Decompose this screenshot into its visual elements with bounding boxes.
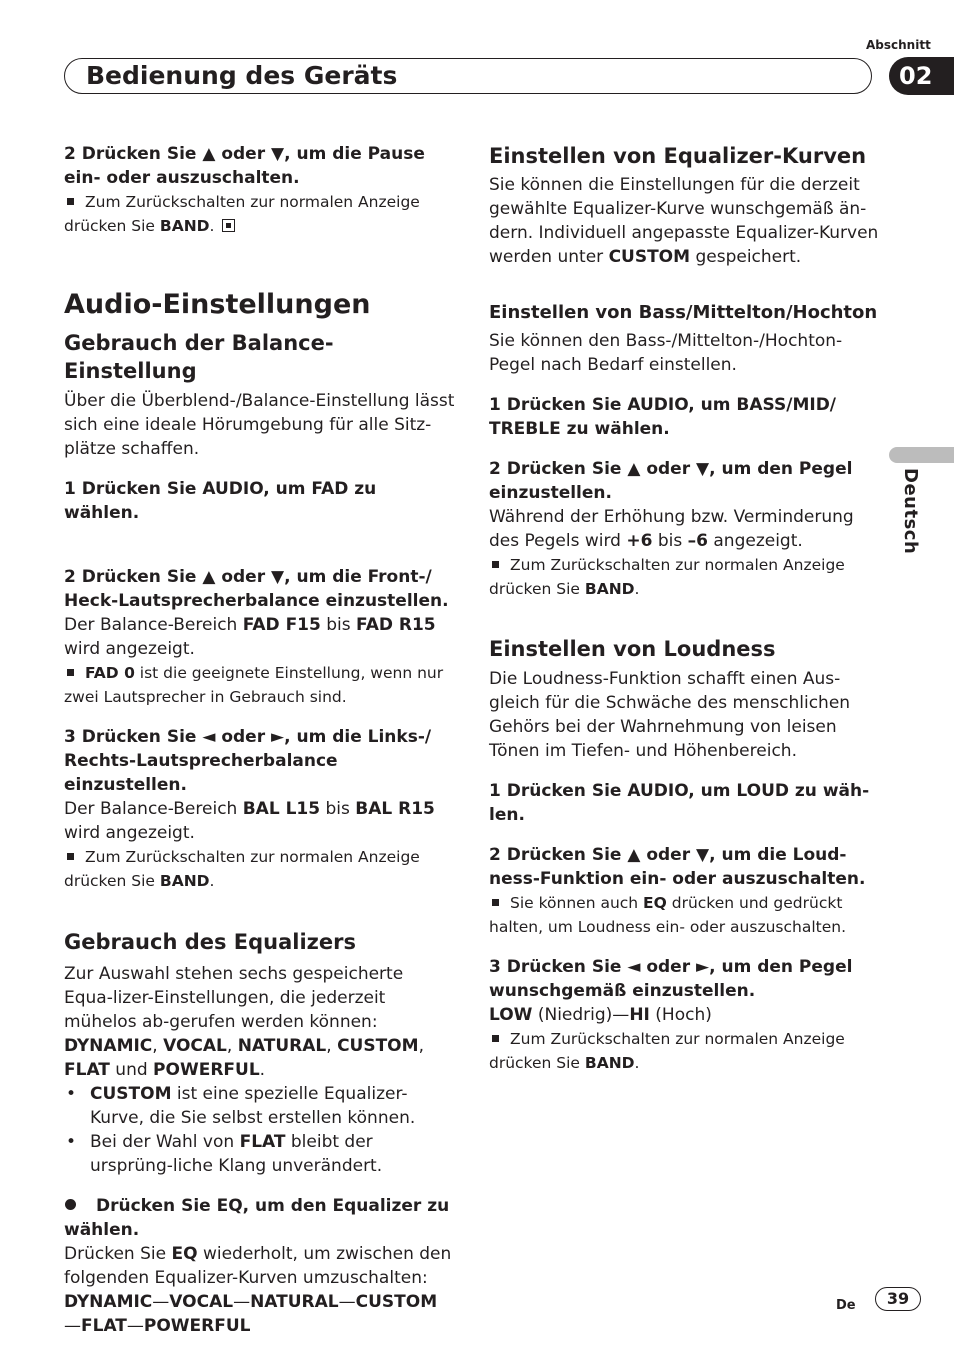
page-title: Bedienung des Geräts [86,61,398,90]
note-square-icon [492,899,499,906]
note-eq: Sie können auch EQ drücken und gedrückt halten, um Loudness ein- oder auszuschalten. [489,894,847,936]
left-column [64,142,456,1338]
note-square-icon [492,561,499,568]
bass-step-1: 1 Drücken Sie AUDIO, um BASS/MID/ TREBLE zu wählen. [489,395,837,439]
footer-language: De [836,1298,856,1313]
equalizer-bullets [64,1082,456,1178]
heading-bass-mid-treble: Einstellen von Bass/Mittelton/Hochton [489,302,878,323]
note-square-icon [67,853,74,860]
note-band: Zum Zurückschalten zur normalen Anzeige drücken Sie BAND. [489,556,845,598]
balance-step-3-text: Der Balance-Bereich BAL L15 bis BAL R15 wird angezeigt. [64,799,435,843]
loudness-text: Die Loudness-Funktion schafft einen Aus-gleich für die Schwäche des menschlichen Gehörs bei der Wahrnehmung von leisen Tönen im Tiefen- und Höhenbereich. [489,669,851,761]
balance-step-2: 2 Drücken Sie ▲ oder ▼, um die Front-/ Heck-Lautsprecherbalance einzustellen. [64,567,449,611]
heading-loudness: Einstellen von Loudness [489,637,776,661]
equalizer-step-text: Drücken Sie EQ wiederholt, um zwischen den folgenden Equalizer-Kurven umzuschalten: [64,1244,452,1288]
balance-intro: Über die Überblend-/Balance-Einstellung lässt sich eine ideale Hörumgebung für alle Sitz-plätze schaffen. [64,391,455,459]
curves-text: Sie können die Einstellungen für die derzeit gewählte Equalizer-Kurve wunschgemäß än-dern. Individuell angepasste Equalizer-Kurven werden unter CUSTOM gespeichert. [489,175,879,267]
balance-step-3: 3 Drücken Sie ◄ oder ►, um die Links-/ Rechts-Lautsprecherbalance einzustellen. [64,727,432,795]
loudness-step-2: 2 Drücken Sie ▲ oder ▼, um die Loud-ness-Funktion ein- oder auszuschalten. [489,845,866,889]
step-pause: 2 Drücken Sie ▲ oder ▼, um die Pause ein- oder auszuschalten. [64,144,425,188]
bass-step-2-text: Während der Erhöhung bzw. Verminderung des Pegels wird +6 bis –6 angezeigt. [489,507,854,551]
bass-text: Sie können den Bass-/Mittelton-/Hochton-Pegel nach Bedarf einstellen. [489,331,843,375]
chapter-badge: 02 [889,57,954,95]
note-square-icon [67,198,74,205]
section-label: Abschnitt [866,38,931,52]
note-square-icon [67,669,74,676]
language-tab-marker [889,447,954,463]
equalizer-sequence: DYNAMIC—VOCAL—NATURAL—CUSTOM —FLAT—POWERFUL [64,1292,438,1336]
loudness-step-3-text: LOW (Niedrig)—HI (Hoch) [489,1005,712,1025]
list-item: • CUSTOM ist eine spezielle Equalizer-Kurve, die Sie selbst erstellen können. [64,1082,456,1130]
note-band: Zum Zurückschalten zur normalen Anzeige drücken Sie BAND. [64,848,420,890]
balance-step-1: 1 Drücken Sie AUDIO, um FAD zu wählen. [64,479,377,523]
heading-eq-curves: Einstellen von Equalizer-Kurven [489,144,867,168]
balance-step-2-text: Der Balance-Bereich FAD F15 bis FAD R15 wird angezeigt. [64,615,436,659]
equalizer-step: Drücken Sie EQ, um den Equalizer zu wählen. [64,1196,450,1240]
heading-equalizer: Gebrauch des Equalizers [64,930,357,954]
list-item: • Bei der Wahl von FLAT bleibt der ursprüng-liche Klang unverändert. [64,1130,456,1178]
language-tab-label: Deutsch [900,468,921,555]
bass-step-2: 2 Drücken Sie ▲ oder ▼, um den Pegel einzustellen. [489,459,853,503]
note-band: Zum Zurückschalten zur normalen Anzeige drücken Sie BAND. [64,193,420,235]
loudness-step-1: 1 Drücken Sie AUDIO, um LOUD zu wäh-len. [489,781,870,825]
note-fad0: FAD 0 ist die geeignete Einstellung, wenn nur zwei Lautsprecher in Gebrauch sind. [64,664,444,706]
heading-audio-settings: Audio-Einstellungen [64,289,371,320]
end-mark-icon [222,219,235,232]
note-square-icon [492,1035,499,1042]
loudness-step-3: 3 Drücken Sie ◄ oder ►, um den Pegel wunschgemäß einzustellen. [489,957,853,1001]
right-column [489,142,881,1075]
step-circle-icon [65,1199,76,1210]
equalizer-intro: Zur Auswahl stehen sechs gespeicherte Equa-lizer-Einstellungen, die jederzeit mühelos ab-gerufen werden können: DYNAMIC, VOCAL, NATURAL, CUSTOM, FLAT und POWERFUL. [64,964,424,1080]
page-number: 39 [875,1287,921,1311]
note-band: Zum Zurückschalten zur normalen Anzeige drücken Sie BAND. [489,1030,845,1072]
heading-balance: Gebrauch der Balance-Einstellung [64,331,334,383]
